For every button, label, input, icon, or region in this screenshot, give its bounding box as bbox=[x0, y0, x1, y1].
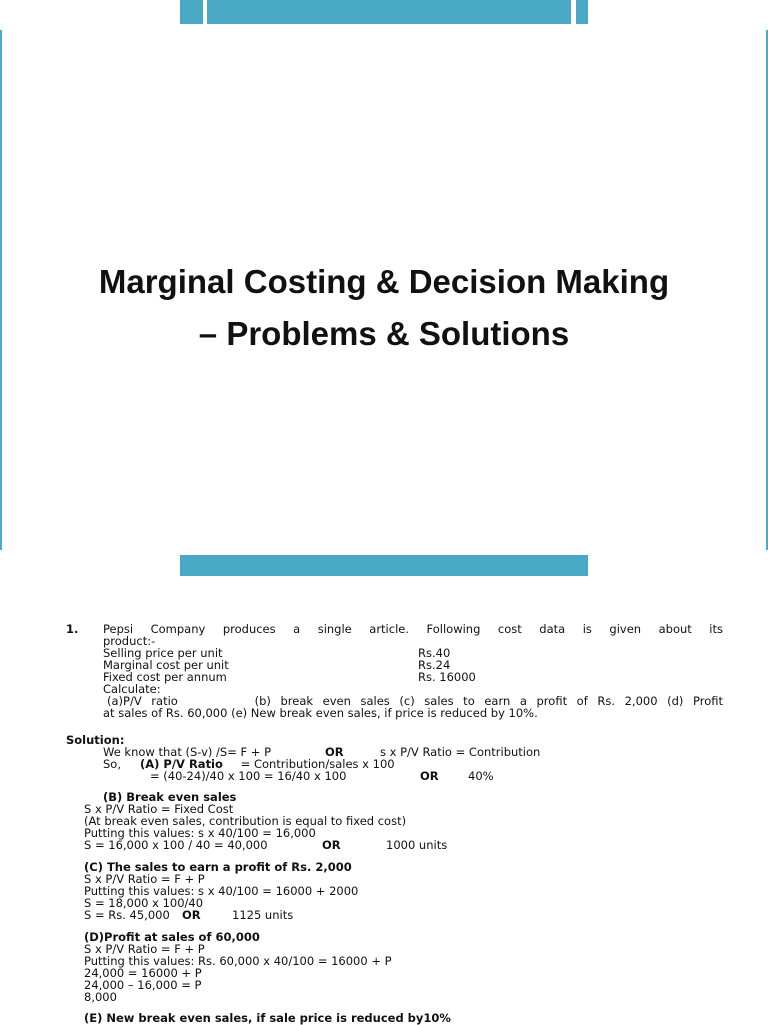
slide-title-line1: Marginal Costing & Decision Making bbox=[98, 263, 670, 300]
solution-heading: Solution: bbox=[66, 733, 125, 747]
new-break-even-heading: (E) New break even sales, if sale price is reduced by10% bbox=[84, 1011, 451, 1025]
or-label: OR bbox=[325, 745, 344, 759]
profit-at-sales-heading: (D)Profit at sales of 60,000 bbox=[84, 930, 260, 944]
ask-line2: at sales of Rs. 60,000 (e) New break even sales, if price is reduced by 10%. bbox=[103, 706, 538, 720]
data-row-value: Rs.24 bbox=[418, 658, 451, 672]
slide-title bbox=[40, 256, 728, 360]
or-label: OR bbox=[182, 908, 201, 922]
problem-number: 1. bbox=[66, 622, 79, 636]
pv-ratio-formula: = Contribution/sales x 100 bbox=[237, 757, 395, 771]
data-row-label: Selling price per unit bbox=[103, 646, 223, 660]
target-profit-line: S = 18,000 x 100/40 bbox=[84, 896, 204, 910]
break-even-line: S x P/V Ratio = Fixed Cost bbox=[84, 802, 234, 816]
top-accent-bar bbox=[180, 0, 588, 24]
data-row-value: Rs. 16000 bbox=[418, 670, 476, 684]
slide-title-line2: – Problems & Solutions bbox=[198, 315, 570, 352]
top-accent-block-left bbox=[180, 0, 203, 24]
or-label: OR bbox=[420, 769, 439, 783]
problem-intro-line1: Pepsi Company produces a single article. Following cost data is given about its bbox=[103, 622, 723, 636]
break-even-units: 1000 units bbox=[386, 838, 448, 852]
target-profit-line: Putting this values: s x 40/100 = 16000 + 2000 bbox=[84, 884, 359, 898]
we-know-formula: We know that (S-v) /S= F + P bbox=[103, 745, 272, 759]
pv-ratio-heading: (A) P/V Ratio bbox=[140, 757, 223, 771]
problem-intro-line2: product:- bbox=[103, 634, 156, 648]
target-profit-result: S = Rs. 45,000 bbox=[84, 908, 170, 922]
problem-solution-page bbox=[0, 576, 768, 1024]
top-accent-block-main bbox=[207, 0, 571, 24]
data-row-label: Marginal cost per unit bbox=[103, 658, 229, 672]
pv-ratio-result: 40% bbox=[468, 769, 494, 783]
pv-ratio-calc: = (40-24)/40 x 100 = 16/40 x 100 bbox=[150, 769, 347, 783]
data-row-value: Rs.40 bbox=[418, 646, 451, 660]
profit-at-sales-result: 8,000 bbox=[84, 990, 117, 1004]
slide-left-border bbox=[0, 30, 2, 550]
target-profit-heading: (C) The sales to earn a profit of Rs. 2,000 bbox=[84, 860, 352, 874]
or-label: OR bbox=[322, 838, 341, 852]
we-know-alt-formula: s x P/V Ratio = Contribution bbox=[380, 745, 541, 759]
target-profit-line: S x P/V Ratio = F + P bbox=[84, 872, 205, 886]
top-accent-block-right bbox=[576, 0, 588, 24]
profit-at-sales-line: 24,000 – 16,000 = P bbox=[84, 978, 202, 992]
data-row-label: Fixed cost per annum bbox=[103, 670, 227, 684]
break-even-heading: (B) Break even sales bbox=[103, 790, 237, 804]
calculate-label: Calculate: bbox=[103, 682, 161, 696]
so-label: So, bbox=[103, 757, 121, 771]
profit-at-sales-line: 24,000 = 16000 + P bbox=[84, 966, 202, 980]
break-even-result: S = 16,000 x 100 / 40 = 40,000 bbox=[84, 838, 268, 852]
bottom-accent-bar bbox=[180, 555, 588, 576]
profit-at-sales-line: Putting this values: Rs. 60,000 x 40/100 = 16000 + P bbox=[84, 954, 392, 968]
profit-at-sales-line: S x P/V Ratio = F + P bbox=[84, 942, 205, 956]
break-even-line: Putting this values: s x 40/100 = 16,000 bbox=[84, 826, 316, 840]
break-even-line: (At break even sales, contribution is equal to fixed cost) bbox=[84, 814, 407, 828]
target-profit-units: 1125 units bbox=[232, 908, 294, 922]
ask-line1: (a)P/V ratio (b) break even sales (c) sales to earn a profit of Rs. 2,000 (d) Profit bbox=[107, 694, 723, 708]
